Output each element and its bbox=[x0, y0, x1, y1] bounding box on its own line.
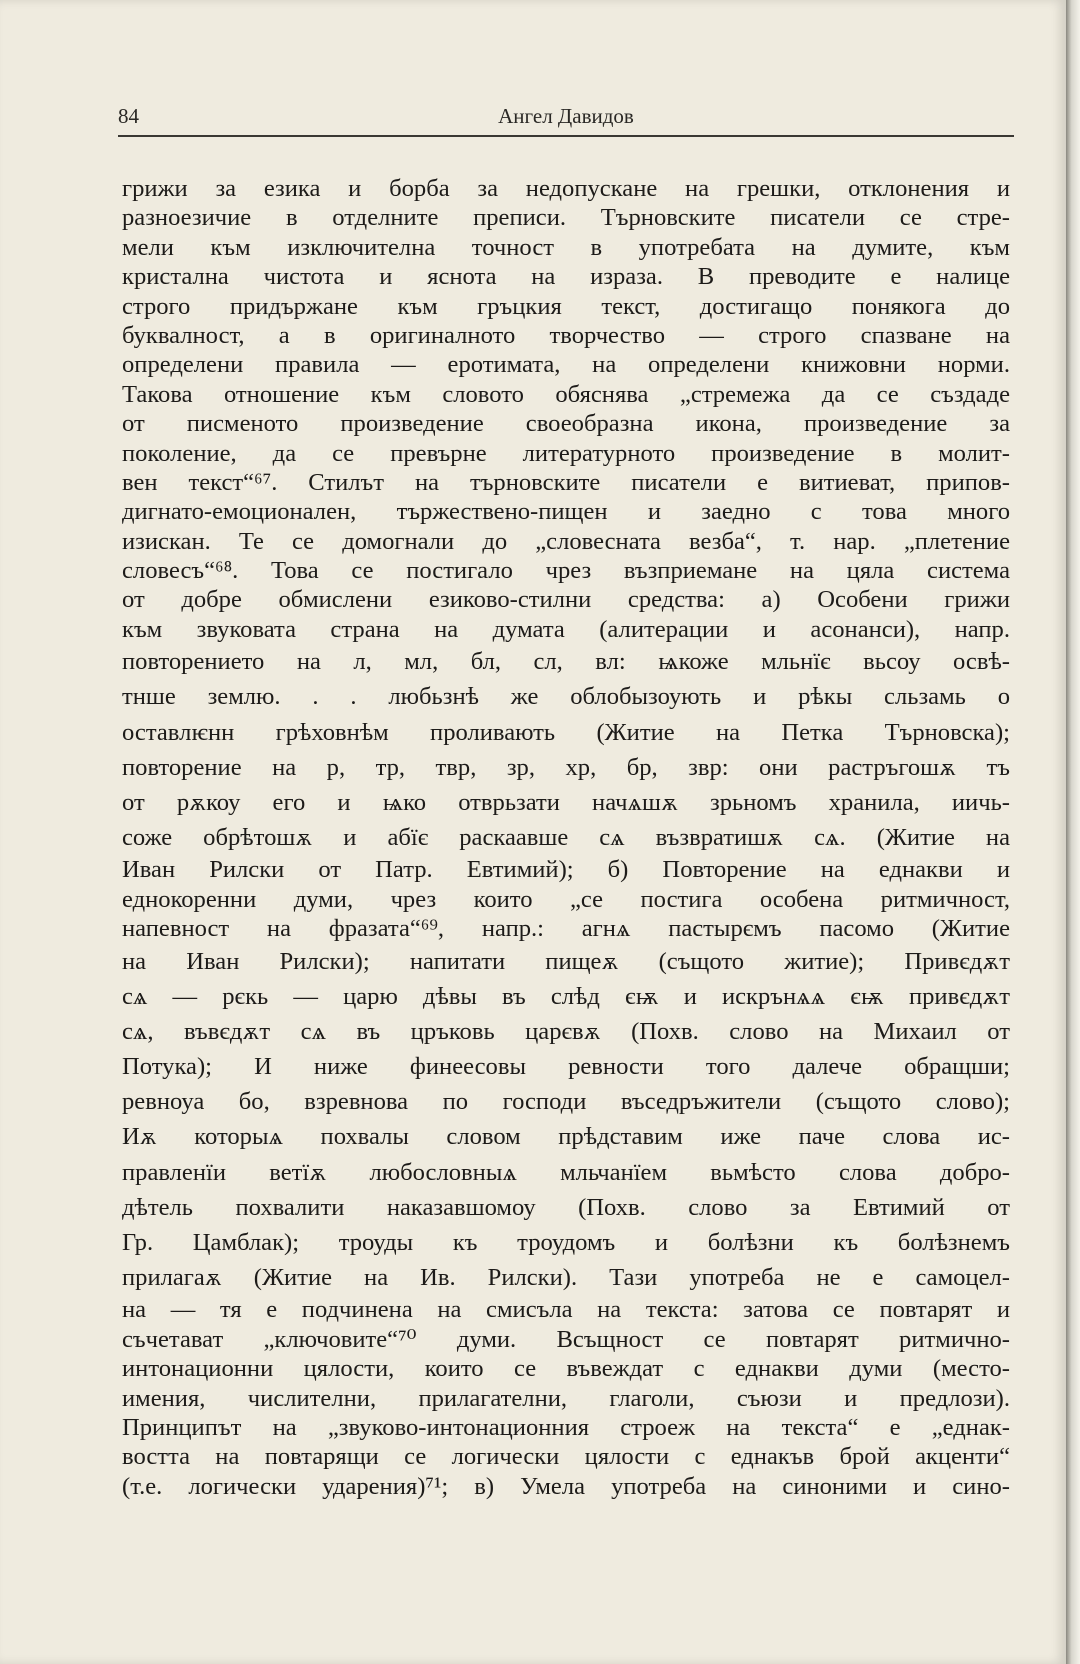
text-line: съчетават „ключовите“⁷⁰ думи. Всъщност се повтарят ритмично- bbox=[122, 1325, 1010, 1353]
text-line: Иѫ которыѧ похвалы словом прѣдставим иже паче слова ис- bbox=[122, 1123, 1010, 1151]
text-line: поколение, да се превърне литературното произведение в молит- bbox=[122, 439, 1010, 467]
text-line: от рѫкоу его и ѩко отврьзати начѧшѫ зрьномъ хранила, иичь- bbox=[122, 789, 1010, 816]
text-line: разноезичие в отделните преписи. Търновските писатели се стре- bbox=[122, 204, 1010, 232]
text-line: към звуковата страна на думата (алитерации и асонанси), напр. bbox=[122, 615, 1010, 643]
text-line: сѧ — рєкь — царю дѣвы въ слѣд єѭ и искрънѧѧ єѭ привєдѫт bbox=[122, 982, 1010, 1010]
text-line: на Иван Рилски); напитати пищеѫ (същото житие); Привєдѫт bbox=[122, 947, 1010, 975]
text-line: от писменото произведение своеобразна икона, произведение за bbox=[122, 410, 1010, 438]
text-line: правленїи ветїѫ любословныѧ мльчанїем вьмѣсто слова добро- bbox=[122, 1158, 1010, 1186]
header-rule bbox=[118, 135, 1014, 137]
text-line: изискан. Те се домогнали до „словесната везба“, т. нар. „плетение bbox=[122, 527, 1010, 555]
text-line: прилагаѫ (Житие на Ив. Рилски). Тази употреба не е самоцел- bbox=[122, 1264, 1010, 1292]
text-line: Иван Рилски от Патр. Евтимий); б) Повторение на еднакви и bbox=[122, 856, 1010, 884]
text-line: вен текст“⁶⁷. Стилът на търновските писатели е витиеват, припов- bbox=[122, 468, 1010, 496]
text-line: (т.е. логически ударения)⁷¹; в) Умела употреба на синоними и сино- bbox=[122, 1472, 1010, 1500]
text-line: грижи за езика и борба за недопускане на грешки, отклонения и bbox=[122, 175, 1010, 202]
text-line: Потука); И ниже финеесовы ревности того далече обращши; bbox=[122, 1053, 1010, 1081]
text-line: еднокоренни думи, чрез които „се постига особена ритмичност, bbox=[122, 885, 1010, 913]
text-line: на — тя е подчинена на смисъла на текста: затова се повтарят и bbox=[122, 1296, 1010, 1324]
text-line: дѣтель похвалити наказавшомоу (Похв. слово за Евтимий от bbox=[122, 1193, 1010, 1221]
text-line: от добре обмислени езиково-стилни средства: а) Особени грижи bbox=[122, 586, 1010, 614]
running-title: Ангел Давидов bbox=[498, 104, 634, 128]
text-line: востта на повтарящи се логически цялости с еднакъв брой акценти“ bbox=[122, 1443, 1010, 1471]
text-line: оставлѥнн грѣховнѣм проливають (Житие на Петка Търновска); bbox=[122, 718, 1010, 746]
text-line: Гр. Цамблак); троуды къ троудомъ и болѣзни къ болѣзнемъ bbox=[122, 1229, 1010, 1257]
text-line: тнше землю. . . любьзнѣ же облобызоують и рѣкы сльзамь о bbox=[122, 683, 1010, 711]
page-number: 84 bbox=[118, 104, 139, 128]
text-line: соже обрѣтошѫ и абїє раскаавше сѧ възвратишѫ сѧ. (Житие на bbox=[122, 824, 1010, 852]
text-line: дигнато-емоционален, тържествено-пищен и заедно с това много bbox=[122, 498, 1010, 526]
text-line: мели към изключителна точност в употребата на думите, към bbox=[122, 233, 1010, 261]
text-line: повторение на р, тр, твр, зр, хр, бр, звр: они растръгошѫ тъ bbox=[122, 753, 1010, 781]
text-line: интонационни цялости, които се въвеждат с еднакви думи (место- bbox=[122, 1355, 1010, 1383]
text-line: буквалност, а в оригиналното творчество — строго спазване на bbox=[122, 321, 1010, 349]
text-line: ревноуа бо, взревнова по господи въседръжители (същото слово); bbox=[122, 1088, 1010, 1116]
body-text bbox=[122, 174, 1010, 1501]
text-line: сѧ, въвєдѫт сѧ въ цръковь царєвѫ (Похв. слово на Михаил от bbox=[122, 1017, 1010, 1045]
page-edge bbox=[1066, 0, 1080, 1664]
text-line: повторението на л, мл, бл, сл, вл: ѩкоже мльнїє вьсоу освѣ- bbox=[122, 648, 1010, 676]
text-line: определени правила — еротимата, на определени книжовни норми. bbox=[122, 351, 1010, 379]
text-line: напевност на фразата“⁶⁹, напр.: агнѧ пастырємъ пасомо (Житие bbox=[122, 915, 1010, 943]
text-line: Принципът на „звуково-интонационния строеж на текста“ е „еднак- bbox=[122, 1413, 1010, 1441]
page-header bbox=[118, 100, 1014, 138]
text-line: строго придържане към гръцкия текст, достигащо понякога до bbox=[122, 292, 1010, 320]
text-line: Такова отношение към словото обяснява „стремежа да се създаде bbox=[122, 380, 1010, 408]
text-line: словесъ“⁶⁸. Това се постигало чрез възприемане на цяла система bbox=[122, 557, 1010, 585]
text-line: кристална чистота и яснота на израза. В преводите е налице bbox=[122, 263, 1010, 291]
text-line: имения, числителни, прилагателни, глаголи, съюзи и предлози). bbox=[122, 1384, 1010, 1412]
